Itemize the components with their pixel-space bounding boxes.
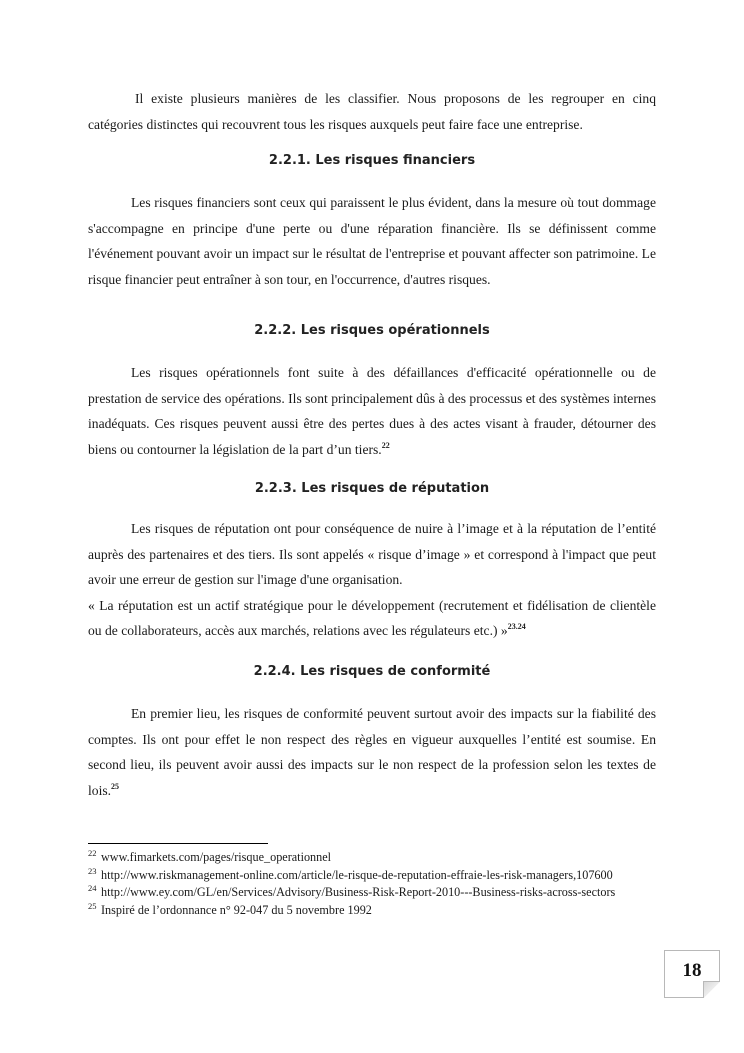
section-paragraph [88,701,656,803]
section-financiers [88,153,656,168]
paragraph-text: Les risques opérationnels font suite à des défaillances d'efficacité opérationnelle ou de prestation de service des opérations. Ils sont principalement dûs à des processus et des systèmes internes inadéquats. Ces risques peuvent aussi être des pertes dues à des actes visant à frauder, détourner des biens ou contourner la législation de la part d’un tiers. [88,365,656,457]
footnote-item [88,884,663,902]
section-operationnels-body [88,360,656,462]
section-heading: 2.2.3. Les risques de réputation [254,481,490,496]
footnote-number: 22 [88,848,97,858]
section-operationnels [88,323,656,338]
paragraph-text: En premier lieu, les risques de conformité peuvent surtout avoir des impacts sur la fiabilité des comptes. Ils ont pour effet le non respect des règles en vigueur auxquelles l’entité est soumise. En second lieu, ils peuvent avoir aussi des impacts sur le non respect de la profession selon les textes de lois. [88,706,656,798]
footnote-number: 25 [88,900,97,911]
footnote-ref[interactable]: 22 [381,440,390,450]
page-number: 18 [682,960,702,981]
section-financiers-body [88,190,656,292]
footnote-separator [88,843,268,844]
section-paragraph: Les risques financiers sont ceux qui paraissent le plus évident, dans la mesure où tout dommage s'accompagne en principe d'une perte ou d'une réparation financière. Ils se définissent comme l'événement pouvant avoir un impact sur le résultat de l'entreprise et pouvant affecter son patrimoine. Le risque financier peut entraîner à son tour, en l'occurrence, d'autres risques. [88,195,656,287]
quote-text: « La réputation est un actif stratégique pour le développement (recrutement et fidélisation de clientèle ou de collaborateurs, accès aux marchés, relations avec les régulateurs etc.) » [88,597,656,639]
quote-paragraph [88,593,656,644]
section-reputation-body [88,516,656,644]
footnote-item [88,849,663,867]
section-conformite [88,664,656,679]
page-curl-icon [703,981,720,998]
section-heading: 2.2.2. Les risques opérationnels [254,323,490,338]
footnote-text[interactable]: http://www.ey.com/GL/en/Services/Advisory/Business-Risk-Report-2010---Business-risks-across-sectors [101,885,616,900]
footnote-text[interactable]: www.fimarkets.com/pages/risque_operationnel [101,850,332,864]
footnote-ref[interactable]: 25 [111,781,120,791]
footnote-number: 24 [88,883,97,894]
footnote-item [88,902,663,920]
intro-paragraph: Il existe plusieurs manières de les classifier. Nous proposons de les regrouper en cinq catégories distinctes qui recouvrent tous les risques auxquels peut faire face une entreprise. [88,91,656,132]
section-reputation [88,481,656,496]
section-paragraph [88,360,656,462]
intro-block [88,86,656,137]
section-paragraph: Les risques de réputation ont pour conséquence de nuire à l’image et à la réputation de l’entité auprès des partenaires et des tiers. Ils sont appelés « risque d’image » et correspond à l'impact que peut avoir une erreur de gestion sur l'image d'une organisation. [88,521,656,588]
section-heading: 2.2.1. Les risques financiers [268,153,476,168]
footnotes [88,849,663,919]
section-heading: 2.2.4. Les risques de conformité [253,664,491,679]
footnote-item [88,867,663,885]
footnote-number: 23 [88,865,97,876]
page-number-badge [664,950,720,998]
footnote-text: Inspiré de l’ordonnance n° 92-047 du 5 novembre 1992 [101,902,372,917]
footnote-text[interactable]: http://www.riskmanagement-online.com/article/le-risque-de-reputation-effraie-les-risk-managers,107600 [101,867,613,882]
footnote-ref[interactable]: 23.24 [507,622,526,632]
section-conformite-body [88,701,656,803]
